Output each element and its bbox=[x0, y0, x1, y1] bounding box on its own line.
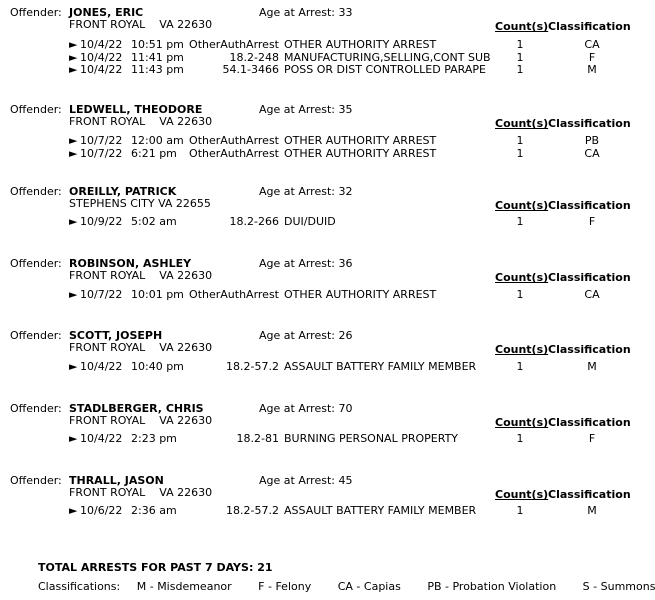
offender-label: Offender: bbox=[10, 402, 62, 415]
age-at-arrest bbox=[259, 474, 352, 487]
charge-code: 18.2-248 bbox=[229, 51, 279, 64]
offender-address: FRONT ROYAL VA 22630 bbox=[69, 18, 213, 31]
legend-item: PB - Probation Violation bbox=[427, 580, 557, 593]
row-arrow-icon: ► bbox=[69, 288, 78, 301]
age-label: Age at Arrest: bbox=[259, 257, 335, 270]
count-header: Count(s) bbox=[495, 488, 549, 501]
age-label: Age at Arrest: bbox=[259, 103, 335, 116]
offender-name: JONES, ERIC bbox=[69, 6, 144, 19]
charge-count: 1 bbox=[516, 147, 524, 160]
offender-label: Offender: bbox=[10, 329, 62, 342]
charge-description: OTHER AUTHORITY ARREST bbox=[284, 147, 437, 160]
age-value: 36 bbox=[338, 257, 353, 270]
offender-block bbox=[0, 474, 644, 554]
charge-description: ASSAULT BATTERY FAMILY MEMBER bbox=[284, 360, 477, 373]
age-at-arrest bbox=[259, 257, 352, 270]
charge-code: 54.1-3466 bbox=[222, 63, 279, 76]
charge-time: 11:41 pm bbox=[131, 51, 184, 64]
offender-block bbox=[0, 257, 644, 337]
charge-description: OTHER AUTHORITY ARREST bbox=[284, 288, 437, 301]
total-arrests-label: TOTAL ARRESTS FOR PAST 7 DAYS: bbox=[38, 561, 254, 574]
legend-item: F - Felony bbox=[258, 580, 312, 593]
row-arrow-icon: ► bbox=[69, 432, 78, 445]
age-label: Age at Arrest: bbox=[259, 474, 335, 487]
charge-description: DUI/DUID bbox=[284, 215, 336, 228]
charge-description: OTHER AUTHORITY ARREST bbox=[284, 134, 437, 147]
charge-description: MANUFACTURING,SELLING,CONT SUB bbox=[284, 51, 491, 64]
charge-count: 1 bbox=[516, 215, 524, 228]
age-value: 33 bbox=[338, 6, 353, 19]
offender-address: FRONT ROYAL VA 22630 bbox=[69, 486, 213, 499]
charge-classification: CA bbox=[584, 288, 600, 301]
charge-date: 10/7/22 bbox=[80, 134, 123, 147]
classification-header: Classification bbox=[548, 199, 631, 212]
age-value: 70 bbox=[338, 402, 353, 415]
offender-name: STADLBERGER, CHRIS bbox=[69, 402, 204, 415]
row-arrow-icon: ► bbox=[69, 51, 78, 64]
count-header: Count(s) bbox=[495, 343, 549, 356]
charge-count: 1 bbox=[516, 38, 524, 51]
offender-name: SCOTT, JOSEPH bbox=[69, 329, 163, 342]
charge-date: 10/7/22 bbox=[80, 147, 123, 160]
charge-time: 10:51 pm bbox=[131, 38, 184, 51]
charge-code: OtherAuthArrest bbox=[189, 38, 279, 51]
charge-time: 11:43 pm bbox=[131, 63, 184, 76]
charge-count: 1 bbox=[516, 134, 524, 147]
age-value: 45 bbox=[338, 474, 353, 487]
legend-item: CA - Capias bbox=[337, 580, 401, 593]
charge-code: 18.2-57.2 bbox=[226, 360, 279, 373]
offender-name: ROBINSON, ASHLEY bbox=[69, 257, 192, 270]
count-header: Count(s) bbox=[495, 271, 549, 284]
charge-description: OTHER AUTHORITY ARREST bbox=[284, 38, 437, 51]
age-value: 35 bbox=[338, 103, 353, 116]
legend-item: S - Summons bbox=[582, 580, 655, 593]
offender-address: FRONT ROYAL VA 22630 bbox=[69, 269, 213, 282]
offender-address: FRONT ROYAL VA 22630 bbox=[69, 115, 213, 128]
row-arrow-icon: ► bbox=[69, 134, 78, 147]
charge-code: 18.2-81 bbox=[236, 432, 279, 445]
charge-classification: CA bbox=[584, 147, 600, 160]
charge-code: OtherAuthArrest bbox=[189, 288, 279, 301]
offender-address: FRONT ROYAL VA 22630 bbox=[69, 414, 213, 427]
legend-item: M - Misdemeanor bbox=[136, 580, 232, 593]
age-at-arrest bbox=[259, 103, 352, 116]
classification-header: Classification bbox=[548, 416, 631, 429]
offender-label: Offender: bbox=[10, 257, 62, 270]
charge-classification: F bbox=[588, 432, 596, 445]
classification-header: Classification bbox=[548, 343, 631, 356]
row-arrow-icon: ► bbox=[69, 504, 78, 517]
offender-block bbox=[0, 329, 644, 409]
total-arrests-value: 21 bbox=[257, 561, 273, 574]
offender-block bbox=[0, 402, 644, 482]
offender-block bbox=[0, 6, 644, 86]
charge-classification: M bbox=[587, 504, 597, 517]
age-at-arrest bbox=[259, 329, 352, 342]
charge-code: 18.2-57.2 bbox=[226, 504, 279, 517]
legend-label: Classifications: bbox=[38, 580, 121, 593]
offender-name: LEDWELL, THEODORE bbox=[69, 103, 203, 116]
charge-date: 10/4/22 bbox=[80, 51, 123, 64]
charge-date: 10/7/22 bbox=[80, 288, 123, 301]
charge-date: 10/6/22 bbox=[80, 504, 123, 517]
charge-count: 1 bbox=[516, 288, 524, 301]
charge-time: 2:36 am bbox=[131, 504, 177, 517]
classification-header: Classification bbox=[548, 117, 631, 130]
row-arrow-icon: ► bbox=[69, 63, 78, 76]
charge-date: 10/4/22 bbox=[80, 432, 123, 445]
age-at-arrest bbox=[259, 6, 352, 19]
classification-header: Classification bbox=[548, 488, 631, 501]
charge-time: 5:02 am bbox=[131, 215, 177, 228]
charge-time: 10:40 pm bbox=[131, 360, 184, 373]
age-at-arrest bbox=[259, 185, 352, 198]
charge-code: 18.2-266 bbox=[229, 215, 279, 228]
row-arrow-icon: ► bbox=[69, 147, 78, 160]
charge-time: 10:01 pm bbox=[131, 288, 184, 301]
charge-classification: PB bbox=[584, 134, 600, 147]
charge-classification: CA bbox=[584, 38, 600, 51]
charge-time: 6:21 pm bbox=[131, 147, 177, 160]
charge-description: BURNING PERSONAL PROPERTY bbox=[284, 432, 459, 445]
offender-label: Offender: bbox=[10, 185, 62, 198]
charge-classification: F bbox=[588, 215, 596, 228]
charge-date: 10/9/22 bbox=[80, 215, 123, 228]
charge-description: POSS OR DIST CONTROLLED PARAPE bbox=[284, 63, 486, 76]
age-label: Age at Arrest: bbox=[259, 185, 335, 198]
charge-classification: F bbox=[588, 51, 596, 64]
charge-count: 1 bbox=[516, 51, 524, 64]
charge-count: 1 bbox=[516, 63, 524, 76]
offender-block bbox=[0, 185, 644, 265]
count-header: Count(s) bbox=[495, 20, 549, 33]
charge-code: OtherAuthArrest bbox=[189, 147, 279, 160]
age-value: 32 bbox=[338, 185, 353, 198]
charge-time: 2:23 pm bbox=[131, 432, 177, 445]
offender-name: OREILLY, PATRICK bbox=[69, 185, 177, 198]
count-header: Count(s) bbox=[495, 117, 549, 130]
offender-label: Offender: bbox=[10, 103, 62, 116]
row-arrow-icon: ► bbox=[69, 360, 78, 373]
charge-count: 1 bbox=[516, 504, 524, 517]
charge-count: 1 bbox=[516, 432, 524, 445]
charge-code: OtherAuthArrest bbox=[189, 134, 279, 147]
charge-date: 10/4/22 bbox=[80, 38, 123, 51]
age-at-arrest bbox=[259, 402, 352, 415]
row-arrow-icon: ► bbox=[69, 38, 78, 51]
age-label: Age at Arrest: bbox=[259, 402, 335, 415]
classification-header: Classification bbox=[548, 20, 631, 33]
age-value: 26 bbox=[338, 329, 353, 342]
charge-date: 10/4/22 bbox=[80, 360, 123, 373]
classification-header: Classification bbox=[548, 271, 631, 284]
charge-classification: M bbox=[587, 63, 597, 76]
offender-label: Offender: bbox=[10, 6, 62, 19]
count-header: Count(s) bbox=[495, 199, 549, 212]
charge-time: 12:00 am bbox=[131, 134, 184, 147]
offender-name: THRALL, JASON bbox=[69, 474, 164, 487]
offender-address: FRONT ROYAL VA 22630 bbox=[69, 341, 213, 354]
total-arrests bbox=[38, 561, 273, 574]
charge-classification: M bbox=[587, 360, 597, 373]
offender-address: STEPHENS CITY VA 22655 bbox=[69, 197, 211, 210]
offender-block bbox=[0, 103, 644, 183]
row-arrow-icon: ► bbox=[69, 215, 78, 228]
charge-date: 10/4/22 bbox=[80, 63, 123, 76]
offender-label: Offender: bbox=[10, 474, 62, 487]
charge-count: 1 bbox=[516, 360, 524, 373]
classification-legend bbox=[38, 580, 655, 593]
charge-description: ASSAULT BATTERY FAMILY MEMBER bbox=[284, 504, 477, 517]
age-label: Age at Arrest: bbox=[259, 6, 335, 19]
count-header: Count(s) bbox=[495, 416, 549, 429]
age-label: Age at Arrest: bbox=[259, 329, 335, 342]
